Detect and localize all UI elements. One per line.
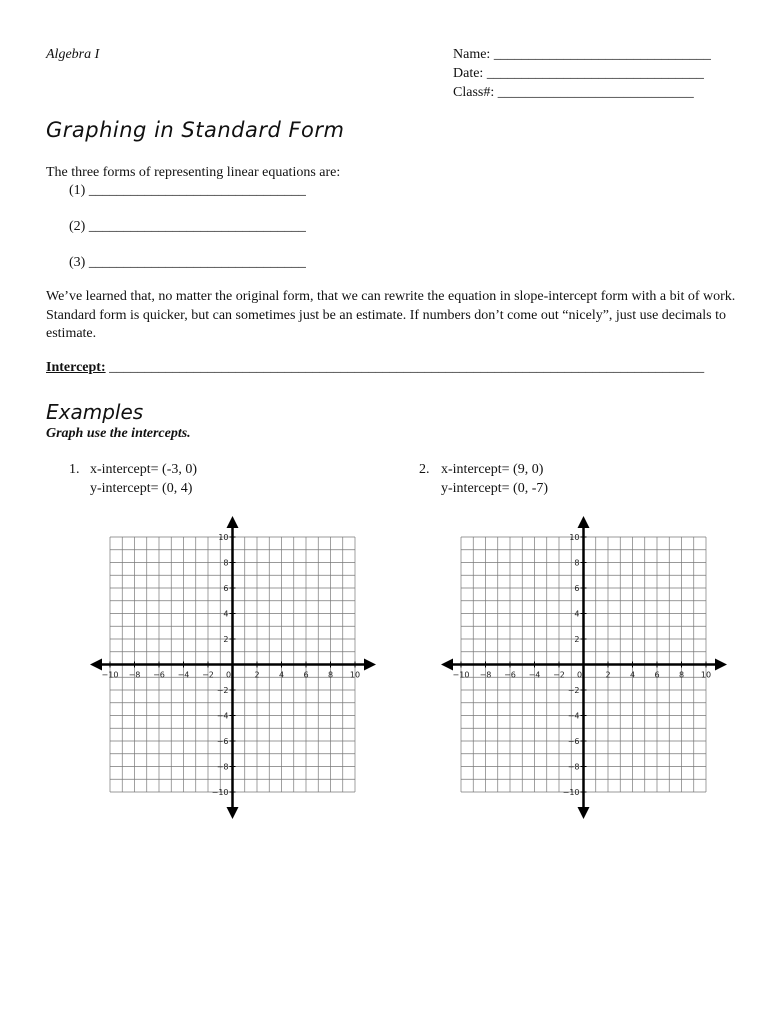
x-tick-label: 4 [629, 670, 636, 680]
page-title: Graphing in Standard Form [46, 118, 345, 142]
y-tick-label: −10 [211, 788, 229, 797]
explanation-paragraph: We’ve learned that, no matter the original form, that we can rewrite the equation in slope-intercept form with a bit of work. Standard form is quicker, but can sometimes just be an estimate. If numbers don’t come out “nicely”, just use decimals to estimate. [46, 289, 736, 341]
x-tick-label: −6 [504, 670, 516, 680]
intro-lead: The three forms of representing linear equations are: [46, 165, 341, 180]
course-name: Algebra I [46, 47, 100, 62]
y-tick-label: −2 [567, 686, 580, 695]
x-tick-label: 10 [349, 670, 361, 680]
x-tick-label: −2 [553, 670, 565, 680]
coordinate-grid-1[interactable] [88, 515, 378, 820]
form-blank-3[interactable]: (3) _______________________________ [69, 255, 306, 270]
x-axis-right-arrow [364, 659, 376, 671]
y-tick-label: −10 [562, 788, 580, 797]
y-tick-label: −6 [216, 737, 229, 746]
y-tick-label: 2 [574, 635, 580, 644]
example-2-x-intercept: x-intercept= (9, 0) [441, 462, 544, 477]
x-axis-right-arrow [715, 659, 727, 671]
x-tick-label: 0 [576, 670, 583, 680]
form-blank-1[interactable]: (1) _______________________________ [69, 183, 306, 198]
x-tick-label: −2 [202, 670, 214, 680]
example-1-y-intercept: y-intercept= (0, 4) [90, 481, 193, 496]
y-tick-label: 6 [223, 584, 229, 593]
y-tick-label: 2 [223, 635, 229, 644]
y-tick-label: −8 [567, 762, 580, 772]
form-blank-2[interactable]: (2) _______________________________ [69, 219, 306, 234]
y-tick-label: 10 [218, 533, 229, 542]
intercept-blank[interactable]: _____________________________________________________________________________________ [109, 360, 705, 375]
x-tick-label: 2 [254, 670, 260, 680]
name-field[interactable]: Name: _______________________________ [453, 47, 711, 62]
example-1-number: 1. [69, 462, 80, 477]
x-tick-label: −8 [128, 670, 141, 680]
y-tick-label: 4 [574, 609, 580, 619]
x-tick-label: −6 [153, 670, 165, 680]
y-tick-label: −8 [216, 762, 229, 772]
x-tick-label: 8 [678, 670, 685, 680]
x-tick-label: −10 [101, 670, 119, 680]
y-tick-label: 10 [569, 533, 580, 542]
date-field[interactable]: Date: _______________________________ [453, 66, 704, 81]
x-axis-left-arrow [441, 659, 453, 671]
intercept-line[interactable] [46, 360, 704, 376]
examples-heading: Examples [46, 400, 144, 424]
y-tick-label: 4 [223, 609, 229, 619]
y-tick-label: 8 [574, 558, 580, 568]
example-1-x-intercept: x-intercept= (-3, 0) [90, 462, 198, 477]
x-tick-label: 0 [225, 670, 232, 680]
x-tick-label: 6 [654, 670, 660, 680]
y-tick-label: −6 [567, 737, 580, 746]
coordinate-grid-2[interactable] [439, 515, 729, 820]
x-tick-label: −8 [479, 670, 492, 680]
example-2-y-intercept: y-intercept= (0, -7) [441, 481, 549, 496]
x-tick-label: 10 [700, 670, 712, 680]
x-tick-label: −10 [452, 670, 470, 680]
x-axis-left-arrow [90, 659, 102, 671]
y-tick-label: 6 [574, 584, 580, 593]
x-tick-label: 8 [327, 670, 334, 680]
x-tick-label: 6 [303, 670, 309, 680]
class-field[interactable]: Class#: ____________________________ [453, 85, 694, 100]
y-axis-bottom-arrow [578, 807, 590, 819]
x-tick-label: 4 [278, 670, 285, 680]
examples-instruction: Graph use the intercepts. [46, 426, 191, 441]
y-tick-label: −2 [216, 686, 229, 695]
y-tick-label: 8 [223, 558, 229, 568]
y-axis-bottom-arrow [227, 807, 239, 819]
example-2-number: 2. [419, 462, 430, 477]
intercept-label: Intercept: [46, 360, 106, 375]
x-tick-label: 2 [605, 670, 611, 680]
y-tick-label: −4 [567, 711, 580, 721]
x-tick-label: −4 [177, 670, 190, 680]
y-axis-top-arrow [227, 516, 239, 528]
x-tick-label: −4 [528, 670, 541, 680]
y-tick-label: −4 [216, 711, 229, 721]
y-axis-top-arrow [578, 516, 590, 528]
